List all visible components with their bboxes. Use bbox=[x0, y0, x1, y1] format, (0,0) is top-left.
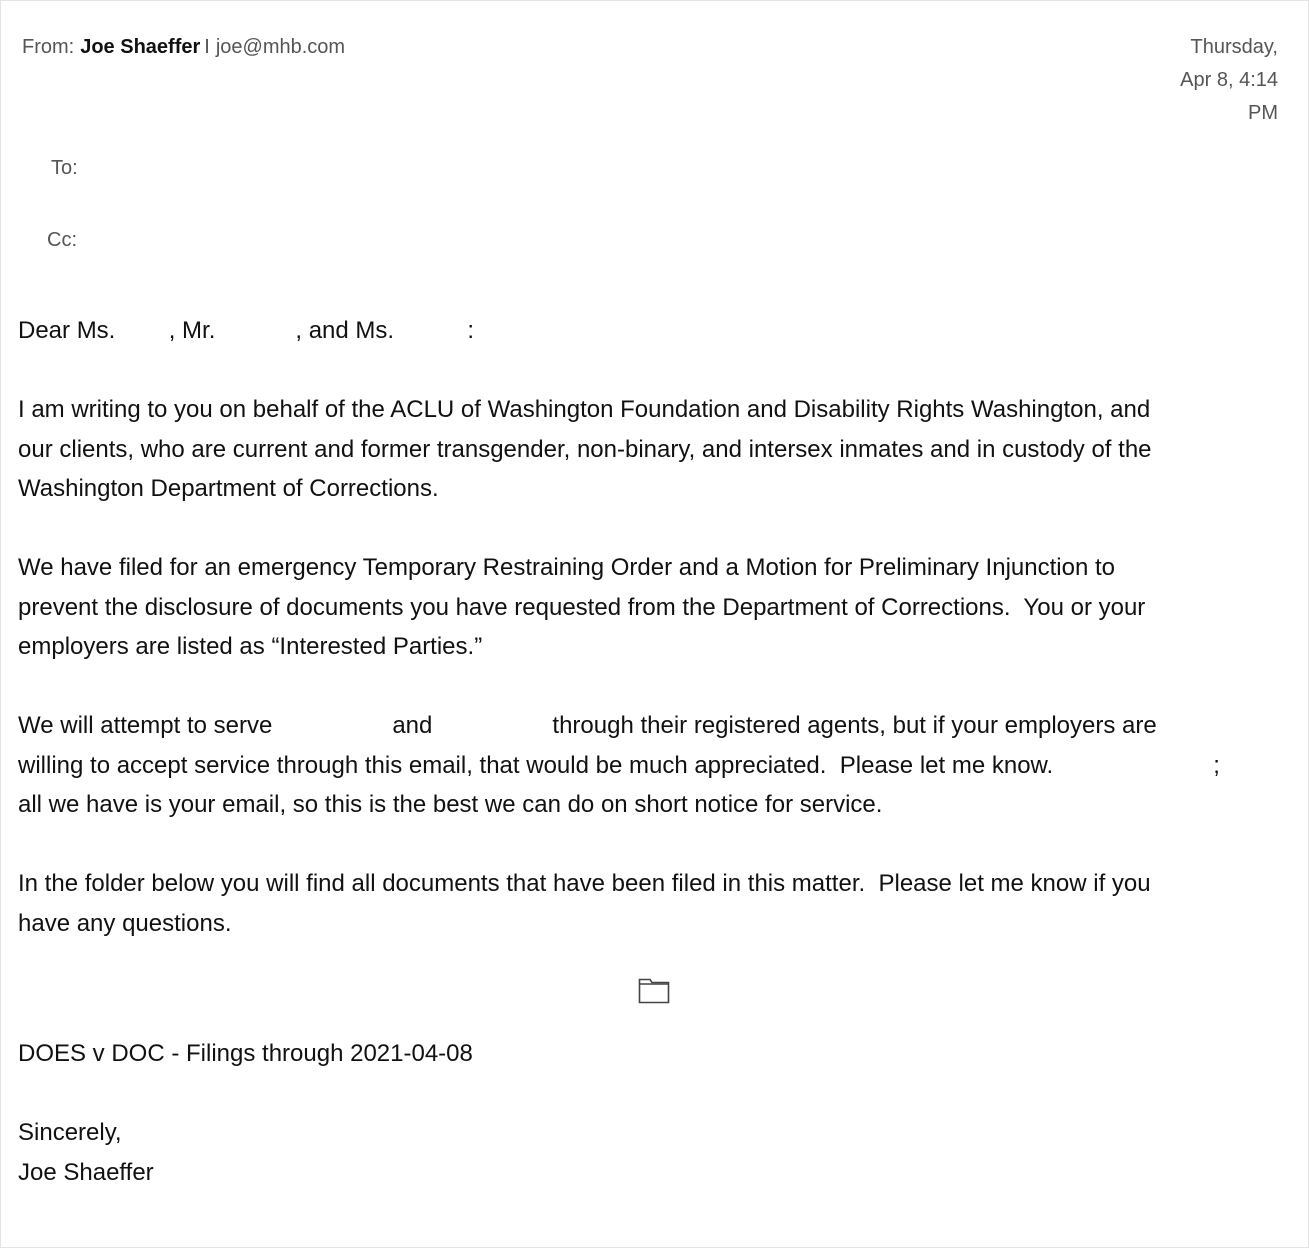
paragraph-1-line-1: I am writing to you on behalf of the ACLU of Washington Foundation and Disability Rights Washington, and bbox=[18, 396, 1151, 423]
folder-icon[interactable] bbox=[638, 976, 670, 1004]
paragraph-2 bbox=[18, 548, 1288, 667]
paragraph-1-line-3: Washington Department of Corrections. bbox=[18, 475, 439, 502]
paragraph-3-line-1: We will attempt to serve and through their registered agents, but if your employers are bbox=[18, 712, 1157, 739]
signoff: Sincerely, bbox=[18, 1119, 122, 1146]
paragraph-4-line-1: In the folder below you will find all documents that have been filed in this matter. Please let me know if you bbox=[18, 870, 1151, 897]
paragraph-1 bbox=[18, 390, 1288, 509]
paragraph-2-line-1: We have filed for an emergency Temporary Restraining Order and a Motion for Preliminary Injunction to bbox=[18, 554, 1115, 581]
email-body bbox=[18, 311, 1288, 983]
from-separator: I bbox=[204, 36, 210, 58]
paragraph-3 bbox=[18, 706, 1288, 825]
sender-email[interactable]: joe@mhb.com bbox=[215, 36, 346, 58]
date-line-3: PM bbox=[1248, 102, 1278, 124]
date-line-1: Thursday, bbox=[1190, 36, 1278, 58]
greeting-text: Dear Ms. , Mr. , and Ms. : bbox=[18, 317, 475, 344]
cc-label: Cc: bbox=[47, 229, 77, 251]
sent-date bbox=[1180, 31, 1278, 130]
to-label: To: bbox=[51, 157, 78, 179]
greeting bbox=[18, 311, 1288, 351]
from-label: From: bbox=[22, 36, 75, 58]
date-line-2: Apr 8, 4:14 bbox=[1180, 69, 1278, 91]
paragraph-2-line-2: prevent the disclosure of documents you have requested from the Department of Corrections. You or your bbox=[18, 593, 1146, 621]
signature-name: Joe Shaeffer bbox=[18, 1158, 154, 1186]
sender-name[interactable]: Joe Shaeffer bbox=[80, 36, 201, 58]
paragraph-1-line-2: our clients, who are current and former transgender, non-binary, and intersex inmates and in custody of the bbox=[18, 435, 1152, 463]
paragraph-4 bbox=[18, 864, 1288, 943]
closing-block bbox=[18, 1034, 473, 1192]
attachment-link[interactable]: DOES v DOC - Filings through 2021-04-08 bbox=[18, 1040, 473, 1067]
paragraph-3-line-2: willing to accept service through this email, that would be much appreciated. Please let me know. ; bbox=[18, 751, 1220, 779]
paragraph-2-line-3: employers are listed as “Interested Parties.” bbox=[18, 633, 483, 660]
paragraph-3-line-3: all we have is your email, so this is the best we can do on short notice for service. bbox=[18, 791, 883, 818]
from-line bbox=[22, 36, 345, 59]
paragraph-4-line-2: have any questions. bbox=[18, 909, 232, 937]
